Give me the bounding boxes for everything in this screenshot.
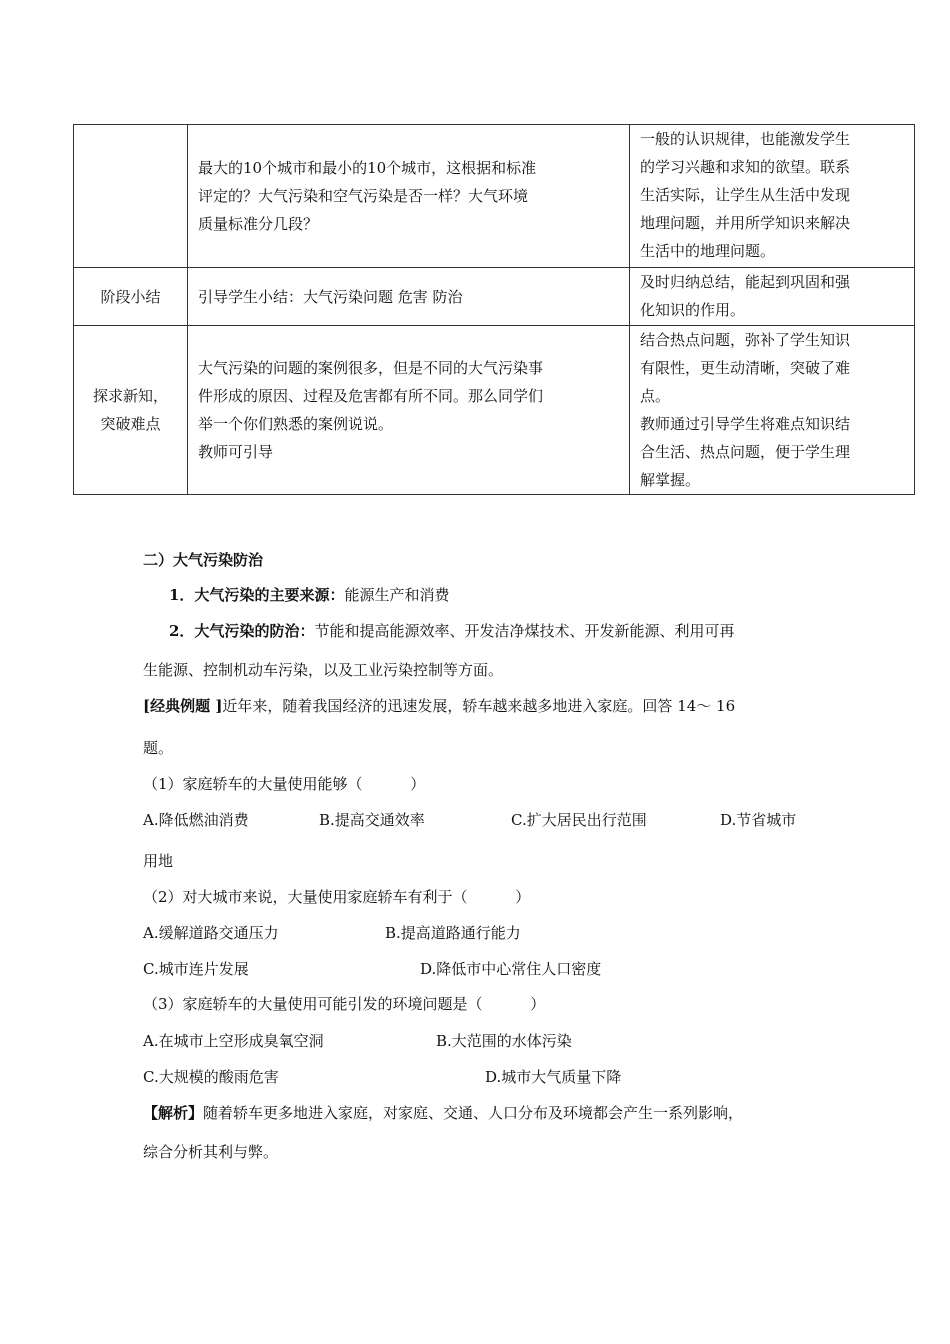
example-intro xyxy=(143,695,735,716)
table-row xyxy=(74,125,915,268)
question-2-option-b: B.提高道路通行能力 xyxy=(385,924,521,942)
example-intro-continued: 题。 xyxy=(143,739,174,757)
activity-cell: 引导学生小结：大气污染问题 危害 防治 xyxy=(188,268,630,326)
intent-cell: 一般的认识规律，也能激发学生 的学习兴趣和求知的欲望。联系 生活实际，让学生从生活中发现 地理问题，并用所学知识来解决 生活中的地理问题。 xyxy=(630,125,915,268)
question-2-option-c: C.城市连片发展 xyxy=(143,960,249,978)
example-tag: [经典例题 ] xyxy=(143,697,223,715)
point-1-label: 1．大气污染的主要来源： xyxy=(169,586,345,604)
point-2-label: 2．大气污染的防治： xyxy=(169,622,315,640)
analysis-label: 【解析】 xyxy=(143,1104,204,1122)
question-1-option-d: D.节省城市 xyxy=(720,811,797,829)
question-1-stem: （1）家庭轿车的大量使用能够（ ） xyxy=(143,775,426,793)
question-1-option-b: B.提高交通效率 xyxy=(319,811,425,829)
question-1-option-d-continued: 用地 xyxy=(143,852,174,870)
question-3-stem: （3）家庭轿车的大量使用可能引发的环境问题是（ ） xyxy=(143,995,546,1013)
point-1 xyxy=(169,584,449,605)
table-row xyxy=(74,268,915,326)
lesson-plan-table xyxy=(73,124,915,495)
analysis xyxy=(143,1102,743,1123)
question-1-option-a: A.降低燃油消费 xyxy=(143,811,249,829)
intent-cell: 结合热点问题，弥补了学生知识 有限性，更生动清晰，突破了难 点。 教师通过引导学生将难点知识结 合生活、热点问题，便于学生理 解掌握。 xyxy=(630,326,915,495)
question-3-option-d: D.城市大气质量下降 xyxy=(485,1068,622,1086)
question-2-option-d: D.降低市中心常住人口密度 xyxy=(420,960,602,978)
stage-cell: 探求新知， 突破难点 xyxy=(74,326,188,495)
question-2-option-a: A.缓解道路交通压力 xyxy=(143,924,279,942)
section-heading: 二）大气污染防治 xyxy=(143,551,264,569)
stage-cell xyxy=(74,125,188,268)
activity-cell: 大气污染的问题的案例很多，但是不同的大气污染事 件形成的原因、过程及危害都有所不同。那么同学们 举一个你们熟悉的案例说说。 教师可引导 xyxy=(188,326,630,495)
example-intro-text: 近年来，随着我国经济的迅速发展，轿车越来越多地进入家庭。回答 14～ 16 xyxy=(222,697,736,715)
question-3-option-c: C.大规模的酸雨危害 xyxy=(143,1068,279,1086)
analysis-continued: 综合分析其利与弊。 xyxy=(143,1143,279,1161)
analysis-text: 随着轿车更多地进入家庭，对家庭、交通、人口分布及环境都会产生一系列影响， xyxy=(203,1104,744,1122)
activity-cell: 最大的10个城市和最小的10个城市，这根据和标准 评定的？大气污染和空气污染是否一样？大气环境 质量标准分几段？ xyxy=(188,125,630,268)
question-2-stem: （2）对大城市来说，大量使用家庭轿车有利于（ ） xyxy=(143,888,531,906)
question-1-option-c: C.扩大居民出行范围 xyxy=(511,811,647,829)
stage-cell: 阶段小结 xyxy=(74,268,188,326)
point-2-text: 节能和提高能源效率、开发洁净煤技术、开发新能源、利用可再 xyxy=(314,622,735,640)
table-row xyxy=(74,326,915,495)
question-3-option-b: B.大范围的水体污染 xyxy=(436,1032,572,1050)
intent-cell: 及时归纳总结，能起到巩固和强 化知识的作用。 xyxy=(630,268,915,326)
point-2-continued: 生能源、控制机动车污染，以及工业污染控制等方面。 xyxy=(143,661,504,679)
point-2 xyxy=(169,620,734,641)
question-3-option-a: A.在城市上空形成臭氧空洞 xyxy=(143,1032,324,1050)
point-1-text: 能源生产和消费 xyxy=(344,586,450,604)
